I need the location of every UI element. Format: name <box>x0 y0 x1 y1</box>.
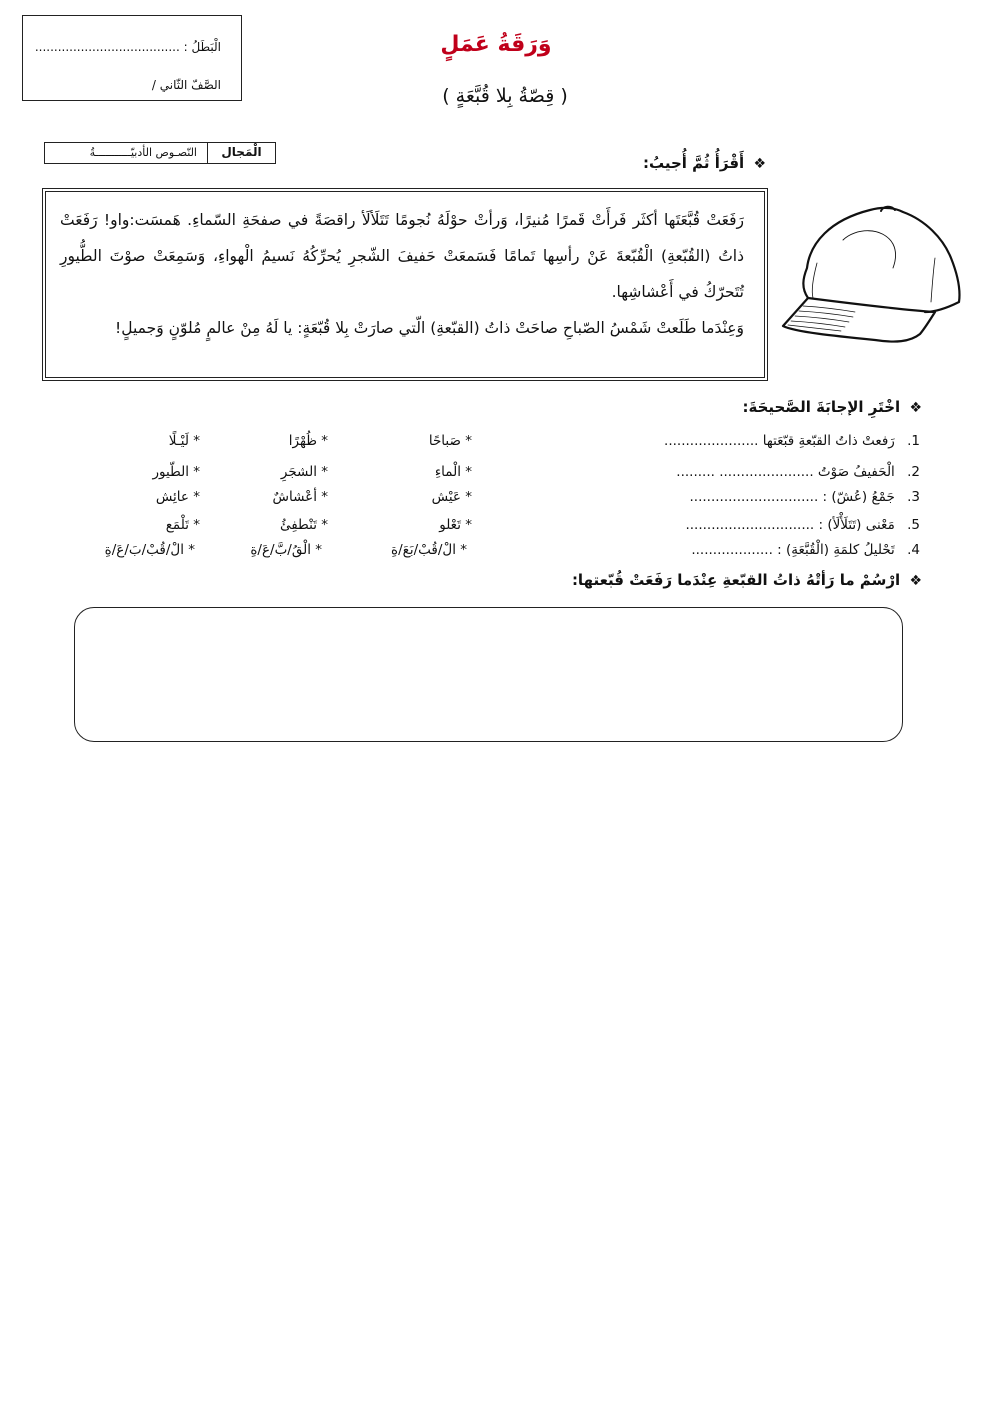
story-title: ( قِصّةُ بِلا قُبَّعَةٍ ) <box>442 85 568 107</box>
domain-label: الْمَجال <box>207 143 275 163</box>
answer-option[interactable]: * عائِش <box>155 489 200 505</box>
answer-option[interactable]: * عَيْش <box>431 489 472 505</box>
question-number: 2. <box>907 464 920 480</box>
answer-option[interactable]: * أعْشاشٌ <box>272 489 328 505</box>
question-stem <box>664 433 920 449</box>
question-text[interactable]: جَمْعُ (عُشّ) : .............................. <box>689 489 895 505</box>
grade-label: الصَّفّ الثّاني / <box>151 78 221 92</box>
question-number: 4. <box>907 542 920 558</box>
question-row <box>0 542 992 564</box>
question-row <box>0 517 992 539</box>
read-and-answer-heading <box>643 154 766 172</box>
choose-heading-text: اخْتَرِ الإجابَةَ الصَّحيحَةَ: <box>742 398 901 416</box>
choose-answer-heading <box>742 398 922 416</box>
domain-table <box>44 142 276 164</box>
question-stem <box>691 542 920 558</box>
question-number: 1. <box>907 433 920 449</box>
drawing-area[interactable] <box>74 607 903 742</box>
answer-option[interactable]: * تَلْمَع <box>165 517 200 533</box>
question-number: 3. <box>907 489 920 505</box>
baseball-cap-icon <box>775 198 965 348</box>
answer-option[interactable]: * لَيْـلًا <box>168 433 200 449</box>
question-text[interactable]: الْحَفيفُ صَوْتُ ...................... ......... <box>676 464 895 480</box>
answer-option[interactable]: * صَباحًا <box>428 433 472 449</box>
answer-option[interactable]: * الْقُ/بَّ/عَ/ةِ <box>250 542 322 558</box>
question-stem <box>676 464 920 480</box>
diamond-bullet-icon: ❖ <box>753 156 766 172</box>
passage-paragraph: رَفَعَتْ قُبَّعَتَها أكثَر فَرأَتْ قَمرًا مُنيرًا، وَرأتْ حوْلَهُ نُجومًا تَتَلَألَأ راقصَةً في صفحَةِ السّماءِ. هَمسَت:واو! رَفَعَتْ ذاتُ (القُبّعةِ) الْقُبّعةَ عَنْ رأسِها تَمامًا فَسَمعَتْ حَفيفَ الشّجرِ يُحرِّكُهُ نَسيمُ الْهواءِ، وَسَمِعَتْ صوْتَ الطُّيورِ تُتَحرّكُ في أَعْشاشِها. <box>60 211 744 301</box>
hero-label: الْبَطَلُ : <box>183 40 221 54</box>
draw-heading <box>572 571 922 589</box>
read-heading-text: أَقْرَأُ ثُمَّ أُجيبُ: <box>642 154 745 172</box>
question-stem <box>690 489 920 505</box>
question-stem <box>685 517 920 533</box>
question-text[interactable]: تَحْليلُ كلمَةِ (الْقُبَّعَةِ) : ................... <box>691 542 895 558</box>
question-row <box>0 433 992 455</box>
diamond-bullet-icon: ❖ <box>909 400 922 416</box>
answer-option[interactable]: * الْماءِ <box>434 464 472 480</box>
question-row <box>0 489 992 511</box>
answer-option[interactable]: * الشجَرِ <box>280 464 328 480</box>
question-text[interactable]: مَعْنى (تَتَلَأْلَأ) : .............................. <box>685 517 895 533</box>
question-text[interactable]: رَفعتْ ذاتُ القبّعةِ قبّعَتها ...................... <box>664 433 895 449</box>
hero-name-blank[interactable]: ...................................... <box>34 40 180 54</box>
answer-option[interactable]: * الْ/قُبْ/بَ/عَ/ةِ <box>104 542 195 558</box>
diamond-bullet-icon: ❖ <box>909 573 922 589</box>
worksheet-title: وَرَقَةُ عَمَلٍ <box>440 32 552 57</box>
domain-value: النّصـوص الأدبيّـــــــــــةُ <box>89 146 197 159</box>
question-number: 5. <box>907 517 920 533</box>
passage-paragraph: وَعِنْدَما طَلَعتْ شَمْسُ الصّباحِ صاحَتْ ذاتُ (القبّعةِ) الّتي صارَتْ بِلا قُبّعَةٍ: يا لَهُ مِنْ عالمٍ مُلوّنٍ وَجميلٍ! <box>115 319 744 337</box>
passage-box <box>42 188 768 381</box>
question-row <box>0 464 992 486</box>
answer-option[interactable]: * الْ/قُبْ/بَعَ/ةِ <box>391 542 467 558</box>
draw-heading-text: ارْسُمْ ما رَأتْهُ ذاتُ القبّعةِ عِنْدَما رَفَعَتْ قُبّعتها: <box>571 571 901 589</box>
passage-text <box>45 191 765 378</box>
answer-option[interactable]: * الطّيور <box>152 464 200 480</box>
answer-option[interactable]: * ظُهْرًا <box>288 433 328 449</box>
answer-option[interactable]: * تَنْطفِئُ <box>279 517 328 533</box>
answer-option[interactable]: * تَعْلو <box>439 517 472 533</box>
